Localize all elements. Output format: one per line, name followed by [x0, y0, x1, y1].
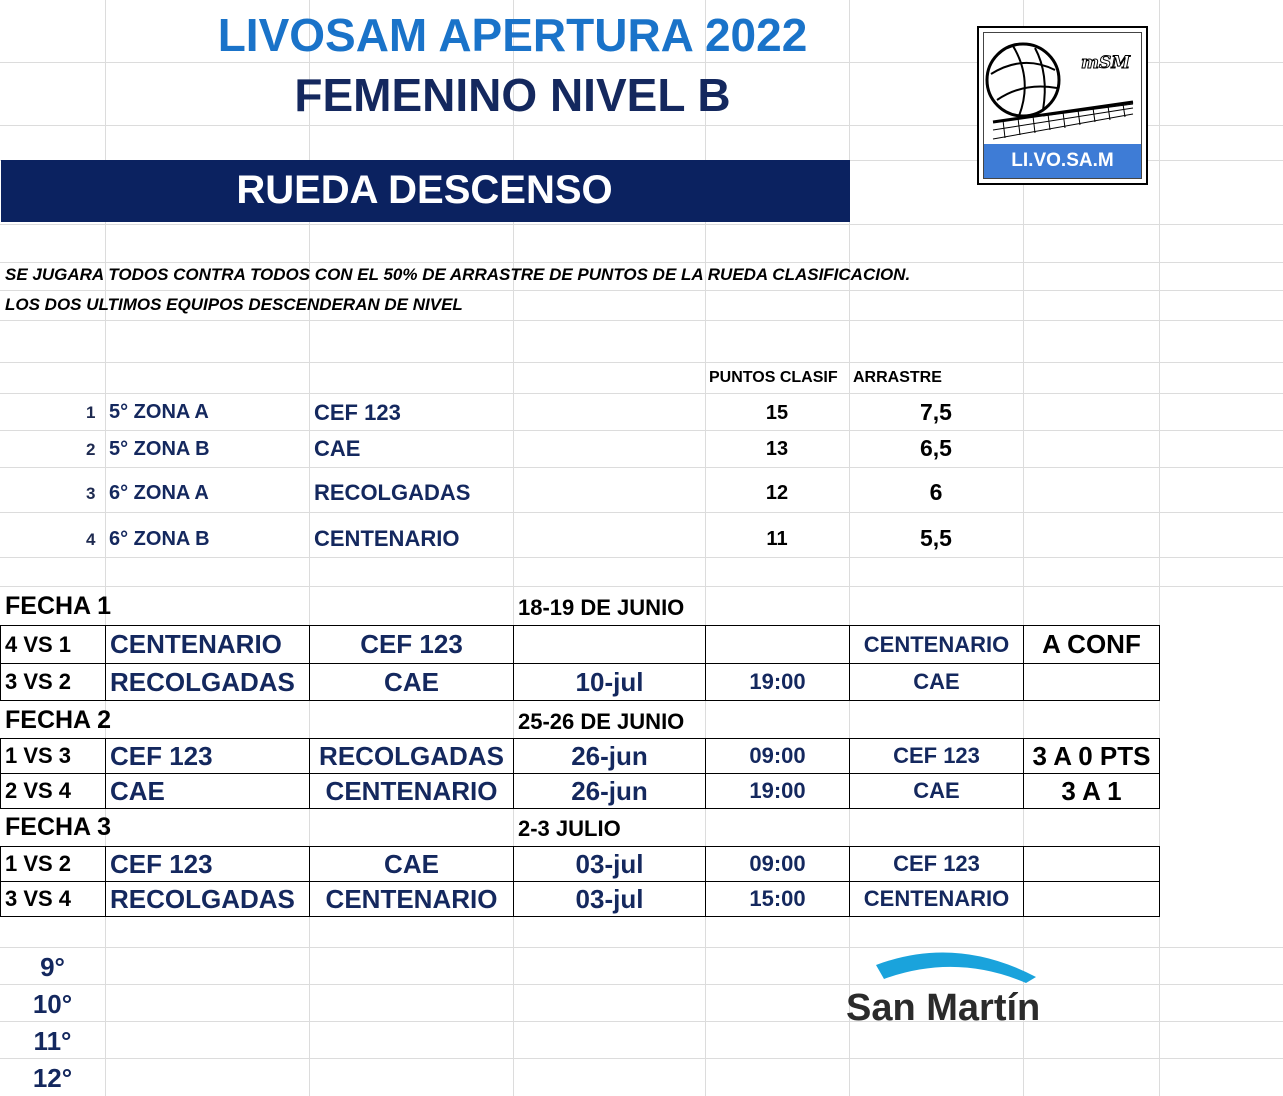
- fecha-1-label: FECHA 1: [5, 592, 112, 620]
- match-time: 09:00: [706, 739, 850, 774]
- row-number: 4: [86, 530, 96, 549]
- note-line-2: LOS DOS ULTIMOS EQUIPOS DESCENDERAN DE NIVEL: [5, 295, 463, 314]
- match-time: 19:00: [706, 774, 850, 809]
- match-pairing: 2 VS 4: [1, 774, 106, 809]
- san-martin-wordmark: San Martín: [846, 987, 1041, 1029]
- match-time: 09:00: [706, 847, 850, 882]
- match-time: 15:00: [706, 882, 850, 917]
- fecha-3-label: FECHA 3: [5, 813, 112, 841]
- match-pairing: 3 VS 4: [1, 882, 106, 917]
- final-place-12: 12°: [32, 1063, 73, 1093]
- match-venue: CENTENARIO: [850, 882, 1024, 917]
- final-place-11: 11°: [33, 1026, 72, 1056]
- volleyball-net-icon: [983, 34, 1144, 144]
- match-row: [1, 774, 1160, 809]
- final-place-9: 9°: [40, 952, 65, 982]
- match-home-team: CENTENARIO: [106, 626, 310, 664]
- row-zone: 5° ZONA B: [109, 438, 210, 460]
- row-number: 1: [86, 403, 96, 422]
- match-away-team: CENTENARIO: [310, 882, 514, 917]
- match-venue: CAE: [850, 664, 1024, 701]
- match-result: [1024, 882, 1160, 917]
- match-date: 26-jun: [514, 774, 706, 809]
- match-row: [1, 847, 1160, 882]
- match-home-team: CEF 123: [106, 847, 310, 882]
- row-points: 13: [765, 438, 789, 460]
- match-venue: CEF 123: [850, 847, 1024, 882]
- row-number: 2: [86, 440, 96, 459]
- row-team: CAE: [314, 436, 361, 461]
- final-place-10: 10°: [32, 989, 73, 1019]
- match-row: [1, 882, 1160, 917]
- col-header-points: PUNTOS CLASIF: [709, 369, 838, 386]
- match-date: 03-jul: [514, 847, 706, 882]
- match-date: 10-jul: [514, 664, 706, 701]
- row-carry: 6,5: [920, 435, 952, 461]
- match-date: 26-jun: [514, 739, 706, 774]
- match-row: [1, 626, 1160, 664]
- fecha-3-matches: [0, 846, 1160, 917]
- match-time: [706, 626, 850, 664]
- page-subtitle: FEMENINO NIVEL B: [294, 69, 731, 121]
- match-away-team: CEF 123: [310, 626, 514, 664]
- svg-text:mSM: mSM: [1081, 53, 1131, 73]
- match-result: 3 A 1: [1024, 774, 1160, 809]
- match-date: 03-jul: [514, 882, 706, 917]
- row-team: RECOLGADAS: [314, 480, 471, 505]
- section-banner-title: RUEDA DESCENSO: [236, 168, 613, 212]
- fecha-1-dates: 18-19 DE JUNIO: [518, 595, 685, 620]
- match-away-team: CAE: [310, 664, 514, 701]
- row-points: 11: [766, 528, 788, 550]
- match-home-team: RECOLGADAS: [106, 664, 310, 701]
- match-pairing: 4 VS 1: [1, 626, 106, 664]
- row-carry: 5,5: [920, 525, 952, 551]
- row-zone: 6° ZONA A: [109, 482, 209, 504]
- fecha-2-dates: 25-26 DE JUNIO: [518, 709, 685, 734]
- san-martin-logo: [846, 945, 1076, 1035]
- match-home-team: CEF 123: [106, 739, 310, 774]
- match-result: [1024, 847, 1160, 882]
- match-pairing: 1 VS 3: [1, 739, 106, 774]
- livosam-logo: [977, 26, 1148, 185]
- match-away-team: RECOLGADAS: [310, 739, 514, 774]
- match-result: 3 A 0 PTS: [1024, 739, 1160, 774]
- row-team: CENTENARIO: [314, 526, 460, 551]
- match-home-team: RECOLGADAS: [106, 882, 310, 917]
- match-home-team: CAE: [106, 774, 310, 809]
- row-carry: 7,5: [920, 399, 952, 425]
- fecha-1-matches: [0, 625, 1160, 701]
- row-team: CEF 123: [314, 400, 401, 425]
- match-pairing: 3 VS 2: [1, 664, 106, 701]
- page-title: LIVOSAM APERTURA 2022: [217, 9, 808, 61]
- match-away-team: CENTENARIO: [310, 774, 514, 809]
- note-line-1: SE JUGARA TODOS CONTRA TODOS CON EL 50% DE ARRASTRE DE PUNTOS DE LA RUEDA CLASIFICACION.: [5, 265, 911, 284]
- row-number: 3: [86, 484, 96, 503]
- match-venue: CAE: [850, 774, 1024, 809]
- row-zone: 5° ZONA A: [109, 401, 209, 423]
- match-venue: CEF 123: [850, 739, 1024, 774]
- match-time: 19:00: [706, 664, 850, 701]
- match-row: [1, 739, 1160, 774]
- fecha-3-dates: 2-3 JULIO: [518, 816, 621, 841]
- match-date: [514, 626, 706, 664]
- fecha-2-matches: [0, 738, 1160, 809]
- match-result: A CONF: [1024, 626, 1160, 664]
- match-venue: CENTENARIO: [850, 626, 1024, 664]
- row-points: 12: [765, 482, 789, 504]
- row-zone: 6° ZONA B: [109, 528, 210, 550]
- row-points: 15: [765, 402, 789, 424]
- fecha-2-label: FECHA 2: [5, 706, 112, 734]
- match-row: [1, 664, 1160, 701]
- match-pairing: 1 VS 2: [1, 847, 106, 882]
- match-away-team: CAE: [310, 847, 514, 882]
- col-header-carry: ARRASTRE: [853, 369, 942, 386]
- match-result: [1024, 664, 1160, 701]
- row-carry: 6: [929, 479, 943, 505]
- livosam-logo-label: LI.VO.SA.M: [984, 144, 1141, 178]
